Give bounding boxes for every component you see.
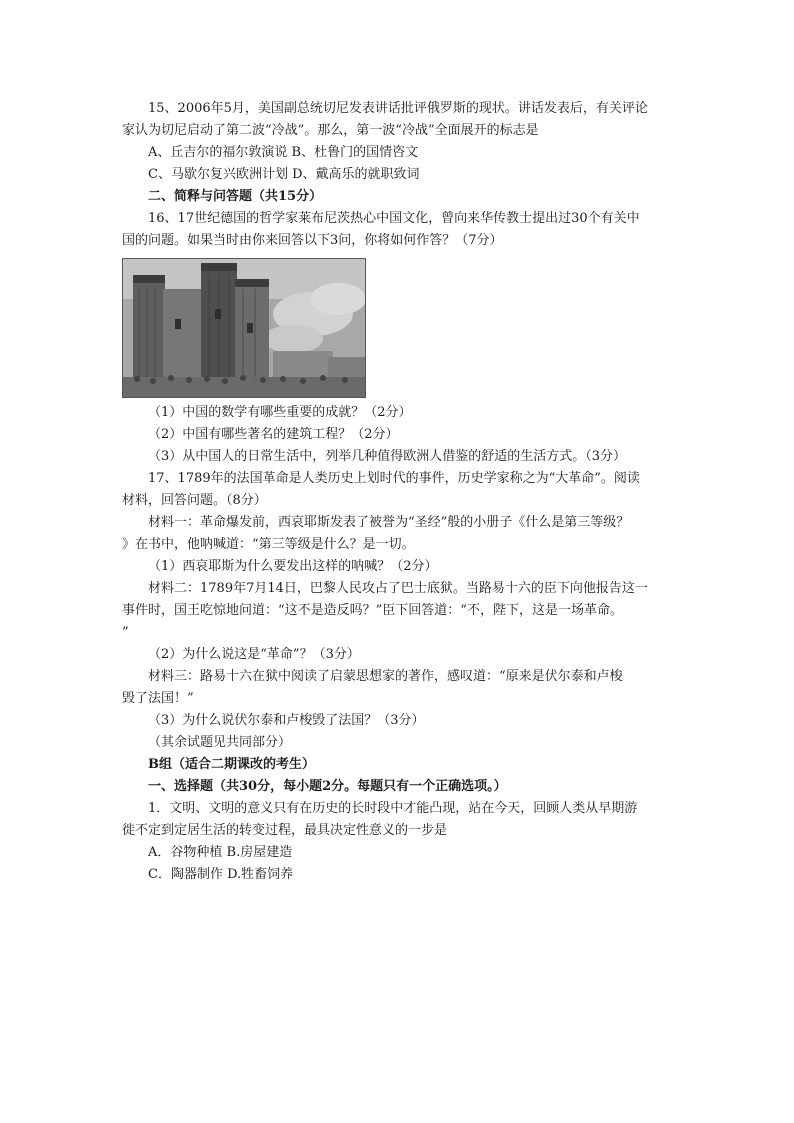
q16-stem-line1: 16、17世纪德国的哲学家莱布尼茨热心中国文化，曾向来华传教士提出过30个有关中 (148, 211, 640, 226)
section1-heading: 一、选择题（共30分，每小题2分。每题只有一个正确选项。） (148, 779, 507, 794)
q15-options-ab: A、丘吉尔的福尔敦演说 B、杜鲁门的国情咨文 (148, 145, 419, 160)
section2-heading: 二、简释与问答题（共15分） (148, 189, 323, 204)
b1-options-cd: C．陶器制作 D.牲畜饲养 (148, 867, 294, 882)
q17-stem-line2: 材料，回答问题。（8分） (122, 493, 267, 508)
bastille-engraving-image (122, 258, 366, 398)
q17-material1-line1: 材料一：革命爆发前，西哀耶斯发表了被誉为“圣经”般的小册子《什么是第三等级？ (148, 515, 630, 530)
q16-sub1: （1）中国的数学有哪些重要的成就？（2分） (148, 405, 412, 420)
q17-material2-line3: ” (122, 625, 129, 640)
group-b-heading: B组（适合二期课改的考生） (148, 757, 315, 772)
q17-sub2: （2）为什么说这是“革命”？（3分） (148, 647, 360, 662)
b1-options-ab: A．谷物种植 B.房屋建造 (148, 845, 293, 860)
q15-stem-line2: 家认为切尼启动了第二波“冷战”。那么，第一波“冷战”全面展开的标志是 (122, 123, 539, 138)
q15-stem-line1: 15、2006年5月，美国副总统切尼发表讲话批评俄罗斯的现状。讲话发表后，有关评论 (148, 101, 648, 116)
q16-sub3: （3）从中国人的日常生活中，列举几种值得欧洲人借鉴的舒适的生活方式。（3分） (148, 449, 627, 464)
q16-sub2: （2）中国有哪些著名的建筑工程？（2分） (148, 427, 399, 442)
q17-material3-line2: 毁了法国！” (122, 691, 194, 706)
b1-stem-line1: 1．文明、文明的意义只有在历史的长时段中才能凸现，站在今天，回顾人类从早期游 (148, 801, 638, 816)
page-content (122, 98, 678, 886)
q17-sub3: （3）为什么说伏尔泰和卢梭毁了法国？（3分） (148, 713, 425, 728)
q17-material3-line1: 材料三：路易十六在狱中阅读了启蒙思想家的著作，感叹道：“原来是伏尔泰和卢梭 (148, 669, 623, 684)
q17-material2-line2: 事件时，国王吃惊地问道：“这不是造反吗？”臣下回答道：“不，陛下，这是一场革命。 (122, 603, 623, 618)
q17-stem-line1: 17、1789年的法国革命是人类历史上划时代的事件，历史学家称之为“大革命”。阅读 (148, 471, 640, 486)
q17-sub1: （1）西哀耶斯为什么要发出这样的呐喊？（2分） (148, 559, 438, 574)
q15-options-cd: C、马歇尔复兴欧洲计划 D、戴高乐的就职致词 (148, 167, 420, 182)
q16-stem-line2: 国的问题。如果当时由你来回答以下3问，你将如何作答？（7分） (122, 233, 503, 248)
rest-questions-note: （其余试题见共同部分） (148, 735, 292, 750)
q17-material2-line1: 材料二：1789年7月14日，巴黎人民攻占了巴士底狱。当路易十六的臣下向他报告这一 (148, 581, 648, 596)
b1-stem-line2: 徙不定到定居生活的转变过程，最具决定性意义的一步是 (122, 823, 448, 838)
q17-material1-line2: 》在书中，他呐喊道：“第三等级是什么？是一切。 (122, 537, 415, 552)
